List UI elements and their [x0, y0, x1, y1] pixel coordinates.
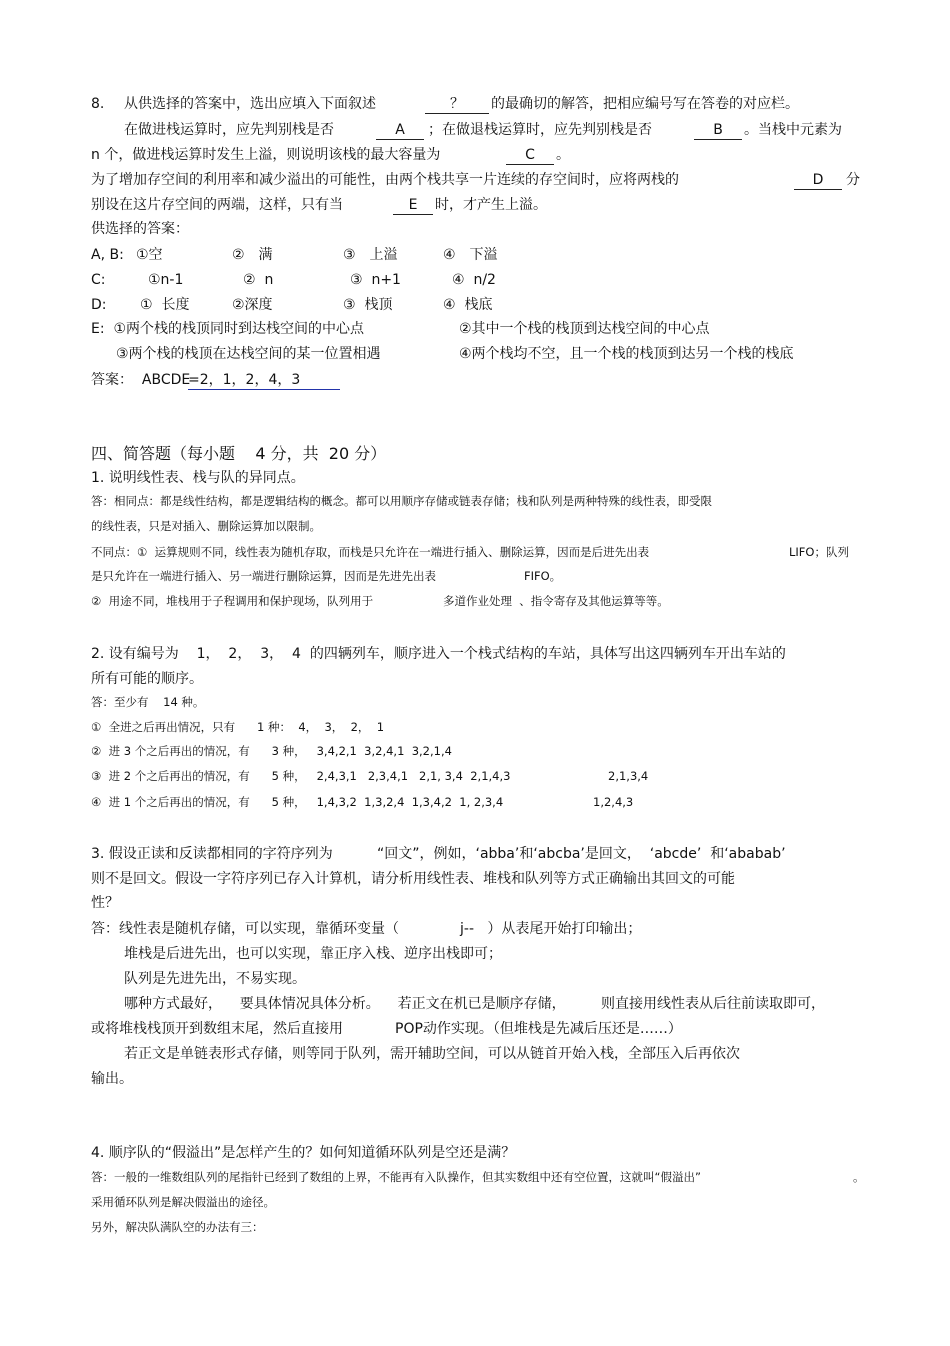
option-ab-3: ③ 上溢: [343, 247, 398, 263]
q8-line2-mid: ；在做退栈运算时，应先判别栈是否: [428, 122, 652, 138]
q2-case1: ① 全进之后再出情况，只有 1 种： 4， 3， 2， 1: [91, 720, 385, 734]
option-c-3: ③ n+1: [350, 272, 401, 288]
option-d-label: D:: [91, 297, 107, 313]
options-title: 供选择的答案：: [91, 221, 189, 237]
option-e-3: ③两个栈的栈顶在达栈空间的某一位置相遇: [116, 346, 381, 362]
q3-answer-line4-end: 则直接用线性表从后往前读取即可，: [601, 996, 825, 1012]
q8-line4-text: 为了增加存空间的利用率和减少溢出的可能性，由两个栈共享一片连续的存空间时，应将两栈的: [91, 172, 679, 188]
q1-answer-line5: ② 用途不同，堆栈用于子程调用和保护现场，队列用于: [91, 594, 374, 608]
q2-title-line1: 2. 设有编号为 1， 2， 3， 4 的四辆列车，顺序进入一个栈式结构的车站，具体写出这四辆列车开出车站的: [91, 646, 786, 662]
q1-answer-line3-end: LIFO；队列: [789, 545, 849, 559]
q2-case4-extra: 1,2,4,3: [593, 795, 634, 809]
q2-title-line2: 所有可能的顺序。: [91, 671, 203, 687]
q3-answer-line2: 堆栈是后进先出，也可以实现，靠正序入栈、逆序出栈即可；: [124, 946, 502, 962]
q3-title-line2: 则不是回文。假设一字符序列已存入计算机，请分析用线性表、堆栈和队列等方式正确输出其回文的可能: [91, 871, 735, 887]
answer-value: =2，1，2，4，3: [188, 371, 340, 390]
option-d-4: ④ 栈底: [443, 297, 493, 313]
option-e-4: ④两个栈均不空，且一个栈的栈顶到达另一个栈的栈底: [459, 346, 794, 362]
q4-answer-line1: 答：一般的一维数组队列的尾指针已经到了数组的上界，不能再有入队操作，但其实数组中还有空位置，这就叫“假溢出”: [91, 1170, 701, 1184]
q2-case4: ④ 进 1 个之后再出的情况，有 5 种， 1,4,3,2 1,3,2,4 1,3,4,2 1, 2,3,4: [91, 795, 504, 809]
q8-line2-end: 。当栈中元素为: [744, 122, 842, 138]
option-ab-4: ④ 下溢: [443, 247, 498, 263]
q4-answer-line1-end: 。: [853, 1170, 865, 1184]
answer-label: 答案： ABCDE: [91, 372, 191, 388]
option-c-label: C:: [91, 272, 106, 288]
q3-title-line1a: 3. 假设正读和反读都相同的字符序列为: [91, 846, 333, 862]
q3-answer-line1: 答：线性表是随机存储，可以实现，靠循环变量（: [91, 921, 399, 937]
q3-answer-line5: 或将堆栈栈顶开到数组末尾，然后直接用: [91, 1021, 343, 1037]
option-d-3: ③ 栈顶: [343, 297, 393, 313]
q1-title: 1. 说明线性表、栈与队的异同点。: [91, 470, 305, 486]
option-e-2: ②其中一个栈的栈顶到达栈空间的中心点: [459, 321, 710, 337]
q3-title-line3: 性？: [91, 895, 119, 911]
section-heading: 四、简答题（每小题 4 分，共 20 分）: [91, 444, 387, 463]
q8-line5-end: 时，才产生上溢。: [435, 197, 547, 213]
option-d-1: ① 长度: [140, 297, 190, 313]
option-d-2: ②深度: [232, 297, 273, 313]
q3-answer-line6: 若正文是单链表形式存储，则等同于队列，需开辅助空间，可以从链首开始入栈，全部压入后再依次: [124, 1046, 740, 1062]
option-c-1: ①n-1: [148, 272, 184, 288]
q4-answer-line2: 采用循环队列是解决假溢出的途径。: [91, 1195, 275, 1209]
option-c-2: ② n: [243, 272, 274, 288]
blank-c: C: [506, 146, 554, 165]
q8-line4-end: 分: [846, 172, 860, 188]
q1-answer-line4-end: FIFO。: [524, 569, 562, 583]
blank-question: ？: [425, 95, 489, 114]
q1-answer-line1: 答：相同点：都是线性结构，都是逻辑结构的概念。都可以用顺序存储或链表存储；栈和队列是两种特殊的线性表，即受限: [91, 494, 712, 508]
q2-answer: 答：至少有 14 种。: [91, 695, 205, 709]
q8-line2-text: 在做进栈运算时，应先判别栈是否: [124, 122, 334, 138]
option-e-1: E: ①两个栈的栈顶同时到达栈空间的中心点: [91, 321, 365, 337]
q8-line1-text: 从供选择的答案中，选出应填入下面叙述: [124, 96, 376, 112]
blank-d: D: [794, 171, 842, 190]
q2-case3: ③ 进 2 个之后再出的情况，有 5 种， 2,4,3,1 2,3,4,1 2,1, 3,4 2,1,4,3: [91, 769, 511, 783]
q3-title-line1b: “回文”，例如，‘abba’和‘abcba’是回文， ‘abcde’ 和‘ababab’: [377, 846, 786, 862]
q4-answer-line3: 另外，解决队满队空的办法有三：: [91, 1220, 264, 1234]
q2-case2: ② 进 3 个之后再出的情况，有 3 种， 3,4,2,1 3,2,4,1 3,2,1,4: [91, 744, 452, 758]
option-ab-1: ①空: [136, 247, 163, 263]
q4-title: 4. 顺序队的“假溢出”是怎样产生的？如何知道循环队列是空还是满？: [91, 1145, 516, 1161]
q3-answer-line5-end: POP动作实现。（但堆栈是先减后压还是……）: [395, 1021, 682, 1037]
q8-line5-text: 别设在这片存空间的两端，这样，只有当: [91, 197, 343, 213]
option-c-4: ④ n/2: [452, 272, 496, 288]
q1-answer-line3: 不同点：① 运算规则不同，线性表为随机存取，而栈是只允许在一端进行插入、删除运算，因而是后进先出表: [91, 545, 650, 559]
blank-b: B: [694, 121, 742, 140]
q8-line1-end: 的最确切的解答，把相应编号写在答卷的对应栏。: [491, 96, 799, 112]
q2-case3-extra: 2,1,3,4: [608, 769, 649, 783]
q1-answer-line4: 是只允许在一端进行插入、另一端进行删除运算，因而是先进先出表: [91, 569, 436, 583]
blank-a: A: [376, 121, 424, 140]
blank-e: E: [393, 196, 433, 215]
q8-number: 8.: [91, 96, 105, 112]
q3-answer-line4: 哪种方式最好， 要具体情况具体分析。 若正文在机已是顺序存储，: [124, 996, 566, 1012]
q8-line3-end: 。: [556, 147, 570, 163]
option-ab-2: ② 满: [232, 247, 273, 263]
q8-line3-text: n 个，做进栈运算时发生上溢，则说明该栈的最大容量为: [91, 147, 441, 163]
q3-answer-line3: 队列是先进先出，不易实现。: [124, 971, 306, 987]
option-ab-label: A, B:: [91, 247, 124, 263]
q1-answer-line2: 的线性表，只是对插入、删除运算加以限制。: [91, 519, 321, 533]
q3-answer-line7: 输出。: [91, 1071, 133, 1087]
q1-answer-line5-end: 多道作业处理 、指令寄存及其他运算等等。: [443, 594, 669, 608]
q3-answer-line1-end: j-- ）从表尾开始打印输出；: [460, 921, 642, 937]
